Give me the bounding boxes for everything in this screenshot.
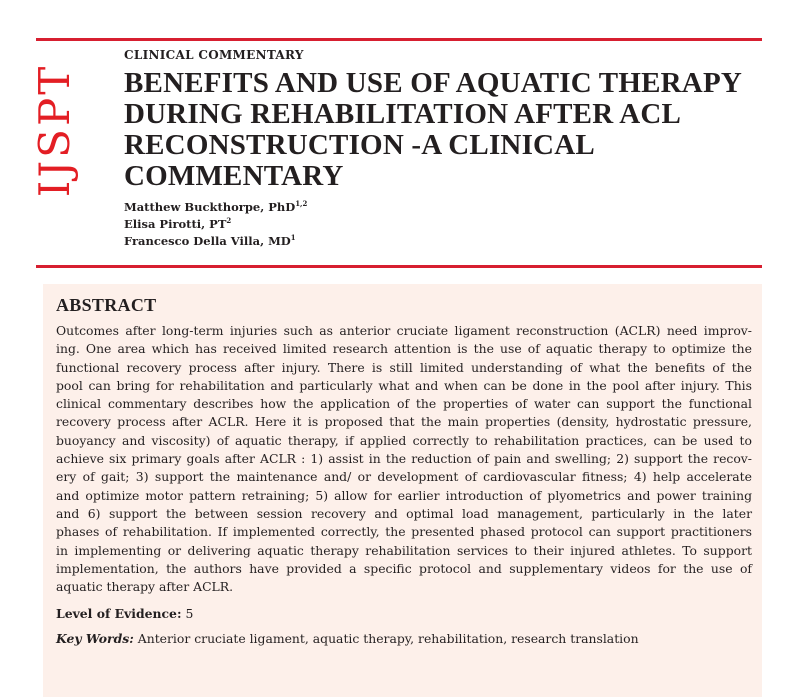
journal-logo: IJSPT	[30, 63, 80, 197]
author: Elisa Pirotti, $PT^2$	[124, 216, 232, 231]
header-bottom-rule	[36, 265, 762, 268]
abstract-line: and 6) support the between session recovery and optimal load management, particularly in the later	[56, 505, 752, 521]
abstract-line: clinical commentary describes how the application of the properties of water can support the functional	[56, 396, 752, 412]
title-line: DURING REHABILITATION AFTER ACL	[124, 98, 682, 130]
abstract-line: and optimize motor pattern retraining; 5) allow for earlier introduction of plyometrics and power training	[56, 487, 752, 503]
author-affiliation: 2	[226, 216, 232, 226]
abstract-line: in implementing or delivering aquatic therapy rehabilitation services to their injured athletes. To support	[56, 542, 752, 558]
abstract-text	[56, 322, 752, 596]
author: Matthew Buckthorpe, PhD$^{1,2}$	[124, 199, 308, 214]
abstract-line: achieve six primary goals after ACLR : 1) assist in the reduction of pain and swelling; 2) support the recov-	[56, 451, 752, 467]
abstract-line: aquatic therapy after ACLR.	[56, 579, 234, 595]
abstract-line: ing. One area which has received limited research attention is the use of aquatic therapy to optimize the	[56, 341, 752, 357]
abstract-line: pool can bring for rehabilitation and particularly what and when can be done in the pool after injury. This	[56, 377, 752, 393]
abstract-line: buoyancy and viscosity) of aquatic therapy, if applied correctly to rehabilitation practices, can be used to	[56, 432, 752, 448]
article-header	[124, 48, 764, 250]
article-title	[124, 68, 764, 192]
header-top-rule	[36, 38, 762, 41]
title-line: RECONSTRUCTION -A CLINICAL COMMENTARY	[124, 129, 594, 192]
level-of-evidence: Level of Evidence: 5	[56, 606, 194, 622]
article-type-label: CLINICAL COMMENTARY	[124, 48, 304, 62]
abstract-line: functional recovery process after injury. There is still limited understanding of what the benefits of the	[56, 359, 752, 375]
abstract-line: phases of rehabilitation. If implemented correctly, the presented phased protocol can support practitioners	[56, 524, 752, 540]
abstract-line: recovery process after ACLR. Here it is proposed that the main properties (density, hydrostatic pressure,	[56, 414, 752, 430]
author-affiliation: 1	[290, 233, 296, 243]
key-words-value: Anterior cruciate ligament, aquatic therapy, rehabilitation, research translation	[137, 631, 639, 647]
abstract-box	[43, 284, 762, 697]
abstract-line: ery of gait; 3) support the maintenance and/ or development of cardiovascular fitness; 4) help accelerate	[56, 469, 752, 485]
abstract-line: implementation, the authors have provided a specific protocol and supplementary videos for the use of	[56, 560, 752, 576]
author-list	[124, 199, 764, 250]
abstract-heading: ABSTRACT	[56, 295, 157, 315]
author-affiliation: 1,2	[295, 199, 308, 209]
level-value: 5	[185, 606, 194, 622]
title-line: BENEFITS AND USE OF AQUATIC THERAPY	[124, 67, 742, 99]
key-words: Key Words: Anterior cruciate ligament, aquatic therapy, rehabilitation, research translation	[56, 631, 639, 647]
abstract-line: Outcomes after long-term injuries such as anterior cruciate ligament reconstruction (ACLR) need improv-	[56, 323, 752, 338]
author: Francesco Della Villa, $MD^1$	[124, 233, 296, 248]
